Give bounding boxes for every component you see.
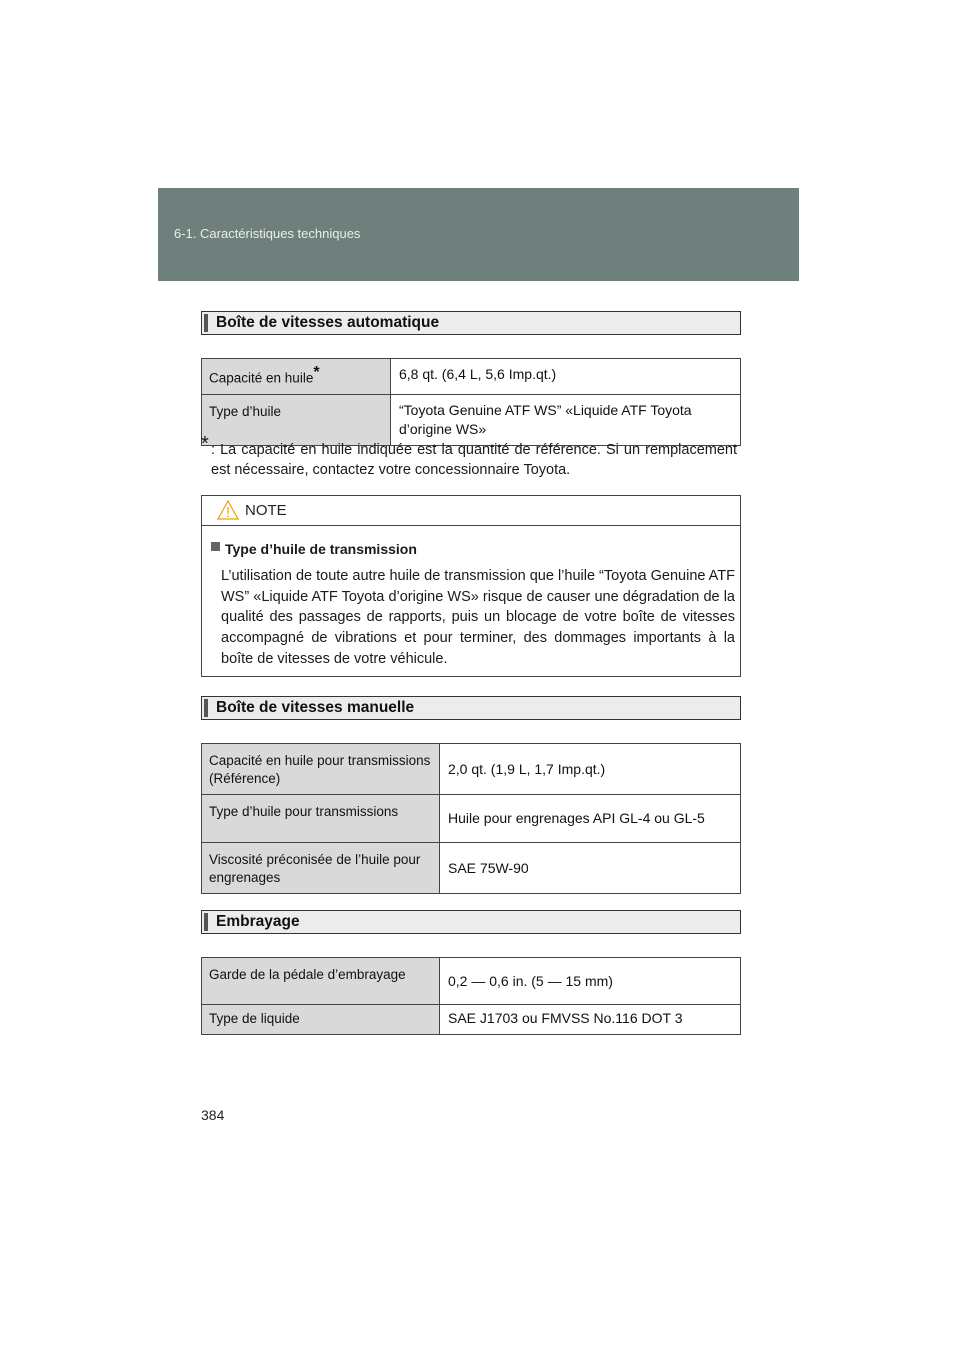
section-title-clutch bbox=[201, 910, 741, 934]
table-row bbox=[202, 394, 741, 445]
footnote-star: * bbox=[201, 433, 209, 455]
table-key-cell: Garde de la pédale d’embrayage bbox=[202, 958, 440, 1005]
note-body bbox=[211, 539, 735, 670]
table-row bbox=[202, 958, 741, 1005]
clutch-spec-table bbox=[201, 957, 741, 1035]
table-row bbox=[202, 843, 741, 894]
section-header: 6-1. Caractéristiques techniques bbox=[174, 226, 361, 241]
section-accent bbox=[204, 913, 208, 931]
table-value-cell: 0,2 — 0,6 in. (5 — 15 mm) bbox=[440, 958, 741, 1005]
table-key-cell: Type d’huile bbox=[202, 394, 391, 445]
footnote-asterisk: * bbox=[313, 364, 320, 381]
section-title-text: Boîte de vitesses automatique bbox=[216, 314, 440, 331]
warning-triangle-icon bbox=[217, 500, 239, 520]
square-bullet-icon bbox=[211, 542, 220, 551]
table-value-cell: 6,8 qt. (6,4 L, 5,6 Imp.qt.) bbox=[391, 359, 741, 395]
section-title-automatic bbox=[201, 311, 741, 335]
table-value-cell: “Toyota Genuine ATF WS” «Liquide ATF Toyota d’origine WS» bbox=[391, 394, 741, 445]
section-title-text: Embrayage bbox=[216, 913, 300, 930]
note-header bbox=[202, 496, 740, 526]
table-key-cell: Capacité en huile* bbox=[202, 359, 391, 395]
note-subtitle: Type d’huile de transmission bbox=[211, 539, 735, 560]
table-key-cell: Capacité en huile pour transmissions (Référence) bbox=[202, 744, 440, 795]
note-box bbox=[201, 495, 741, 677]
section-title-text: Boîte de vitesses manuelle bbox=[216, 699, 415, 716]
table-row bbox=[202, 359, 741, 395]
section-title-manual bbox=[201, 696, 741, 720]
automatic-spec-table bbox=[201, 358, 741, 446]
table-row bbox=[202, 1005, 741, 1035]
manual-spec-table bbox=[201, 743, 741, 894]
table-value-cell: SAE J1703 ou FMVSS No.116 DOT 3 bbox=[440, 1005, 741, 1035]
table-key-cell: Type de liquide bbox=[202, 1005, 440, 1035]
table-key-cell: Viscosité préconisée de l’huile pour engrenages bbox=[202, 843, 440, 894]
table-value-cell: SAE 75W-90 bbox=[440, 843, 741, 894]
table-value-cell: Huile pour engrenages API GL-4 ou GL-5 bbox=[440, 795, 741, 843]
table-row bbox=[202, 744, 741, 795]
table-value-cell: 2,0 qt. (1,9 L, 1,7 Imp.qt.) bbox=[440, 744, 741, 795]
footnote-text: : La capacité en huile indiquée est la quantité de référence. Si un remplacement est nécessaire, contactez votre concessionnaire Toyota. bbox=[211, 442, 737, 478]
note-label: NOTE bbox=[245, 502, 287, 519]
section-accent bbox=[204, 699, 208, 717]
note-text: L’utilisation de toute autre huile de transmission que l’huile “Toyota Genuine ATF WS” «Liquide ATF Toyota d’origine WS» risque de causer une dégradation de la qualité des passages de rapports, puis un blocage de votre boîte de vitesses accompagné de vibrations et pour terminer, des dommages importants à la boîte de vitesses de votre véhicule. bbox=[221, 567, 735, 667]
table-row bbox=[202, 795, 741, 843]
footnote bbox=[201, 433, 737, 480]
section-accent bbox=[204, 314, 208, 332]
table-key-cell: Type d’huile pour transmissions bbox=[202, 795, 440, 843]
page-number: 384 bbox=[201, 1107, 225, 1123]
